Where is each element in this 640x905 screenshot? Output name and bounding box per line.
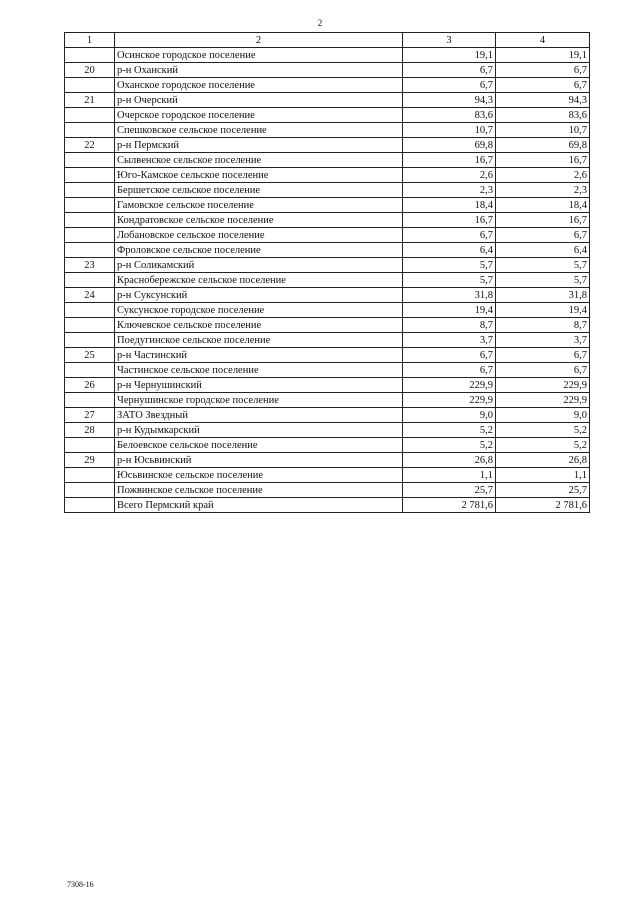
row-value-col3: 6,7: [403, 348, 496, 363]
row-value-col4: 19,1: [496, 48, 590, 63]
row-value-col4: 18,4: [496, 198, 590, 213]
row-number: [65, 48, 115, 63]
row-number: [65, 303, 115, 318]
row-value-col3: 229,9: [403, 393, 496, 408]
row-value-col4: 6,4: [496, 243, 590, 258]
row-number: 22: [65, 138, 115, 153]
data-table: [64, 32, 590, 513]
row-value-col4: 26,8: [496, 453, 590, 468]
row-number: [65, 213, 115, 228]
table-row: [65, 258, 590, 273]
row-value-col3: 16,7: [403, 213, 496, 228]
row-name: р-н Частинский: [115, 348, 403, 363]
row-name: Всего Пермский край: [115, 498, 403, 513]
row-value-col4: 5,7: [496, 258, 590, 273]
row-value-col4: 31,8: [496, 288, 590, 303]
row-name: р-н Суксунский: [115, 288, 403, 303]
row-value-col3: 6,4: [403, 243, 496, 258]
row-number: [65, 483, 115, 498]
table-row: [65, 453, 590, 468]
table-row: [65, 228, 590, 243]
row-name: р-н Соликамский: [115, 258, 403, 273]
table-row: [65, 423, 590, 438]
row-name: Спешковское сельское поселение: [115, 123, 403, 138]
row-value-col3: 6,7: [403, 78, 496, 93]
row-value-col4: 2,3: [496, 183, 590, 198]
row-name: Чернушинское городское поселение: [115, 393, 403, 408]
row-number: [65, 498, 115, 513]
header-col-1: 1: [65, 33, 115, 48]
row-value-col3: 16,7: [403, 153, 496, 168]
row-name: Лобановское сельское поселение: [115, 228, 403, 243]
row-number: 23: [65, 258, 115, 273]
row-value-col3: 1,1: [403, 468, 496, 483]
row-value-col3: 8,7: [403, 318, 496, 333]
row-value-col3: 2,6: [403, 168, 496, 183]
row-value-col4: 2,6: [496, 168, 590, 183]
row-number: 20: [65, 63, 115, 78]
row-name: р-н Кудымкарский: [115, 423, 403, 438]
table-row: [65, 303, 590, 318]
table-row: [65, 363, 590, 378]
table-row: [65, 213, 590, 228]
row-value-col4: 1,1: [496, 468, 590, 483]
header-col-3: 3: [403, 33, 496, 48]
row-value-col3: 2,3: [403, 183, 496, 198]
table-row: [65, 438, 590, 453]
row-number: 24: [65, 288, 115, 303]
row-value-col3: 5,7: [403, 273, 496, 288]
table-row: [65, 168, 590, 183]
row-value-col3: 5,7: [403, 258, 496, 273]
row-value-col4: 6,7: [496, 363, 590, 378]
page-number: 2: [317, 18, 323, 28]
row-number: [65, 78, 115, 93]
table-row: [65, 108, 590, 123]
row-name: Фроловское сельское поселение: [115, 243, 403, 258]
row-value-col3: 94,3: [403, 93, 496, 108]
row-value-col3: 83,6: [403, 108, 496, 123]
row-name: р-н Очерский: [115, 93, 403, 108]
row-name: Пожвинское сельское поселение: [115, 483, 403, 498]
row-value-col4: 6,7: [496, 63, 590, 78]
row-value-col4: 5,2: [496, 438, 590, 453]
row-value-col3: 19,4: [403, 303, 496, 318]
table-row: [65, 273, 590, 288]
header-col-2: 2: [115, 33, 403, 48]
row-name: р-н Чернушинский: [115, 378, 403, 393]
table-row: [65, 48, 590, 63]
row-number: [65, 243, 115, 258]
row-value-col4: 9,0: [496, 408, 590, 423]
row-name: Оханское городское поселение: [115, 78, 403, 93]
row-name: р-н Оханский: [115, 63, 403, 78]
row-value-col3: 5,2: [403, 423, 496, 438]
table-row: [65, 468, 590, 483]
row-value-col4: 229,9: [496, 378, 590, 393]
row-value-col3: 31,8: [403, 288, 496, 303]
row-number: [65, 438, 115, 453]
row-number: [65, 333, 115, 348]
row-value-col4: 5,2: [496, 423, 590, 438]
row-value-col3: 5,2: [403, 438, 496, 453]
row-number: 27: [65, 408, 115, 423]
row-value-col3: 9,0: [403, 408, 496, 423]
row-value-col3: 6,7: [403, 363, 496, 378]
table-row: [65, 123, 590, 138]
row-name: Суксунское городское поселение: [115, 303, 403, 318]
row-value-col4: 10,7: [496, 123, 590, 138]
row-value-col4: 6,7: [496, 348, 590, 363]
row-value-col3: 3,7: [403, 333, 496, 348]
table-row: [65, 78, 590, 93]
row-number: 28: [65, 423, 115, 438]
table-row: [65, 378, 590, 393]
row-value-col4: 94,3: [496, 93, 590, 108]
row-name: Юго-Камское сельское поселение: [115, 168, 403, 183]
row-value-col3: 18,4: [403, 198, 496, 213]
table-row: [65, 63, 590, 78]
row-name: Сылвенское сельское поселение: [115, 153, 403, 168]
row-number: [65, 183, 115, 198]
row-value-col3: 2 781,6: [403, 498, 496, 513]
row-name: р-н Юсьвинский: [115, 453, 403, 468]
table-row: [65, 138, 590, 153]
row-name: Краснобережское сельское поселение: [115, 273, 403, 288]
row-number: 21: [65, 93, 115, 108]
row-value-col4: 5,7: [496, 273, 590, 288]
row-number: 29: [65, 453, 115, 468]
row-number: [65, 153, 115, 168]
table-row: [65, 243, 590, 258]
row-name: Белоевское сельское поселение: [115, 438, 403, 453]
row-value-col4: 83,6: [496, 108, 590, 123]
row-name: р-н Пермский: [115, 138, 403, 153]
table-row: [65, 333, 590, 348]
table-row: [65, 483, 590, 498]
row-number: [65, 198, 115, 213]
row-name: Осинское городское поселение: [115, 48, 403, 63]
row-name: Гамовское сельское поселение: [115, 198, 403, 213]
row-value-col3: 19,1: [403, 48, 496, 63]
row-value-col4: 19,4: [496, 303, 590, 318]
row-value-col3: 6,7: [403, 63, 496, 78]
row-name: Очерское городское поселение: [115, 108, 403, 123]
document-code: 7308-16: [67, 880, 94, 889]
row-number: 26: [65, 378, 115, 393]
row-value-col4: 8,7: [496, 318, 590, 333]
row-value-col3: 6,7: [403, 228, 496, 243]
table-row: [65, 198, 590, 213]
row-value-col4: 16,7: [496, 153, 590, 168]
row-value-col4: 25,7: [496, 483, 590, 498]
row-value-col4: 69,8: [496, 138, 590, 153]
row-value-col4: 3,7: [496, 333, 590, 348]
row-name: Ключевское сельское поселение: [115, 318, 403, 333]
row-number: [65, 273, 115, 288]
row-value-col3: 26,8: [403, 453, 496, 468]
row-number: [65, 393, 115, 408]
table-row: [65, 318, 590, 333]
table-header-row: [65, 33, 590, 48]
row-value-col3: 229,9: [403, 378, 496, 393]
row-value-col3: 10,7: [403, 123, 496, 138]
row-name: Частинское сельское поселение: [115, 363, 403, 378]
table-row: [65, 498, 590, 513]
row-name: Поедугинское сельское поселение: [115, 333, 403, 348]
table-row: [65, 288, 590, 303]
row-name: Бершетское сельское поселение: [115, 183, 403, 198]
row-number: [65, 363, 115, 378]
row-number: [65, 228, 115, 243]
row-number: [65, 318, 115, 333]
row-value-col3: 69,8: [403, 138, 496, 153]
row-number: [65, 168, 115, 183]
row-value-col4: 229,9: [496, 393, 590, 408]
table-row: [65, 183, 590, 198]
row-number: 25: [65, 348, 115, 363]
row-number: [65, 468, 115, 483]
row-value-col4: 16,7: [496, 213, 590, 228]
row-name: Кондратовское сельское поселение: [115, 213, 403, 228]
table-row: [65, 393, 590, 408]
table-row: [65, 408, 590, 423]
row-value-col4: 2 781,6: [496, 498, 590, 513]
table-row: [65, 93, 590, 108]
row-number: [65, 108, 115, 123]
table-row: [65, 348, 590, 363]
row-value-col4: 6,7: [496, 78, 590, 93]
table-row: [65, 153, 590, 168]
row-value-col3: 25,7: [403, 483, 496, 498]
row-value-col4: 6,7: [496, 228, 590, 243]
row-number: [65, 123, 115, 138]
header-col-4: 4: [496, 33, 590, 48]
row-name: Юсьвинское сельское поселение: [115, 468, 403, 483]
row-name: ЗАТО Звездный: [115, 408, 403, 423]
